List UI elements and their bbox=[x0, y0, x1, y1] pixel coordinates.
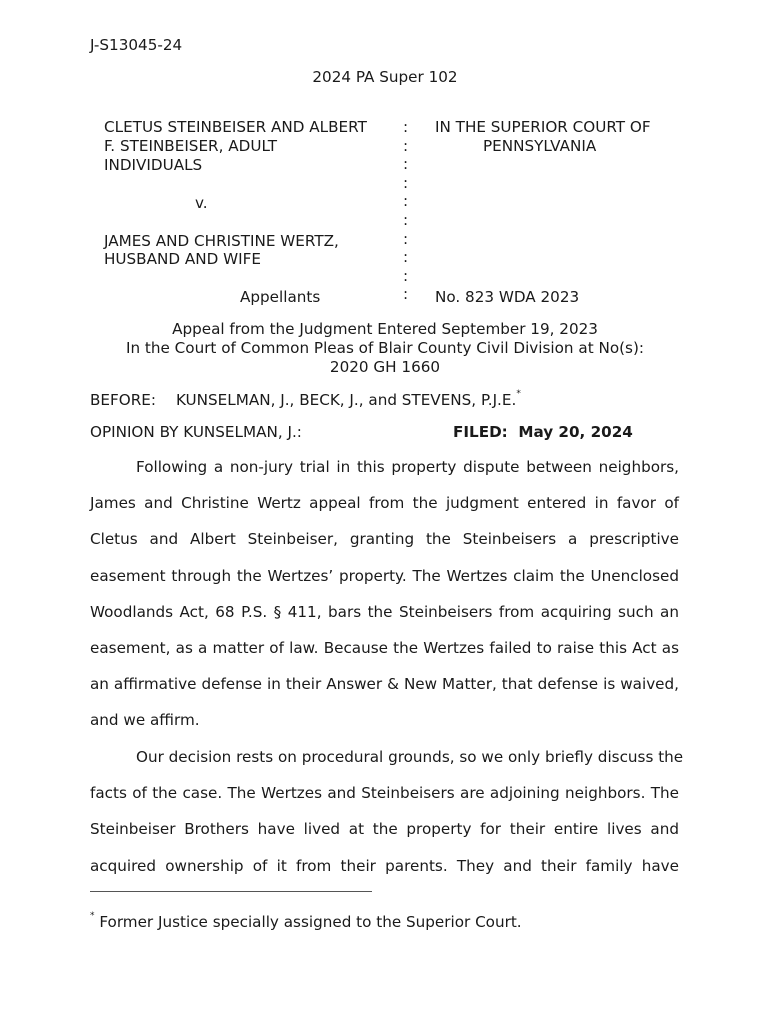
defendants-line-1: JAMES AND CHRISTINE WERTZ, bbox=[104, 232, 339, 250]
party-role: Appellants bbox=[240, 288, 321, 306]
appeal-line-3: 2020 GH 1660 bbox=[329, 358, 441, 376]
paragraph-line: acquired ownership of it from their parents. They and their family have bbox=[90, 856, 679, 875]
filed-date: FILED: May 20, 2024 bbox=[453, 423, 633, 441]
paragraph-line: easement, as a matter of law. Because the Wertzes failed to raise this Act as bbox=[90, 639, 679, 658]
appeal-line-2: In the Court of Common Pleas of Blair County Civil Division at No(s): bbox=[125, 339, 645, 357]
footnote bbox=[90, 913, 522, 931]
paragraph-line: facts of the case. The Wertzes and Steinbeisers are adjoining neighbors. The bbox=[90, 784, 679, 803]
footnote-mark: * bbox=[90, 911, 95, 921]
paragraph-line: and we affirm. bbox=[90, 711, 200, 730]
paragraph-line: James and Christine Wertz appeal from the judgment entered in favor of bbox=[90, 494, 679, 513]
footnote-text: Former Justice specially assigned to the Superior Court. bbox=[94, 913, 522, 931]
plaintiffs-line-3: INDIVIDUALS bbox=[104, 156, 203, 174]
panel-judges-text: KUNSELMAN, J., BECK, J., and STEVENS, P.J.E. bbox=[176, 391, 517, 409]
paragraph-line: Cletus and Albert Steinbeiser, granting the Steinbeisers a prescriptive bbox=[90, 530, 679, 549]
footnote-separator bbox=[90, 891, 372, 892]
body-paragraph-1 bbox=[90, 449, 679, 739]
plaintiffs-line-2: F. STEINBEISER, ADULT bbox=[104, 137, 278, 155]
paragraph-line: Following a non-jury trial in this property dispute between neighbors, bbox=[136, 458, 679, 476]
panel-judges bbox=[176, 391, 521, 409]
paragraph-line: an affirmative defense in their Answer & New Matter, that defense is waived, bbox=[90, 675, 679, 694]
case-number: No. 823 WDA 2023 bbox=[435, 288, 580, 306]
footnote-mark-ref: * bbox=[516, 389, 521, 399]
body-paragraph-2 bbox=[90, 739, 684, 884]
versus: v. bbox=[195, 194, 208, 212]
docket-id: J-S13045-24 bbox=[90, 36, 183, 54]
court-name-line-2: PENNSYLVANIA bbox=[483, 137, 597, 155]
paragraph-line: Woodlands Act, 68 P.S. § 411, bars the Steinbeisers from acquiring such an bbox=[90, 602, 679, 621]
plaintiffs-line-1: CLETUS STEINBEISER AND ALBERT bbox=[104, 118, 367, 136]
opinion-author: OPINION BY KUNSELMAN, J.: bbox=[90, 423, 302, 441]
caption-colon-divider: : : : : : : : : : : bbox=[403, 118, 409, 304]
paragraph-line: Steinbeiser Brothers have lived at the property for their entire lives and bbox=[90, 820, 679, 839]
before-label: BEFORE: bbox=[90, 391, 156, 409]
paragraph-line: Our decision rests on procedural grounds, so we only briefly discuss the bbox=[136, 748, 684, 766]
appeal-line-1: Appeal from the Judgment Entered September 19, 2023 bbox=[172, 320, 598, 338]
court-name-line-1: IN THE SUPERIOR COURT OF bbox=[435, 118, 651, 136]
paragraph-line: easement through the Wertzes’ property. The Wertzes claim the Unenclosed bbox=[90, 566, 679, 585]
defendants-line-2: HUSBAND AND WIFE bbox=[104, 250, 261, 268]
citation: 2024 PA Super 102 bbox=[312, 68, 458, 86]
